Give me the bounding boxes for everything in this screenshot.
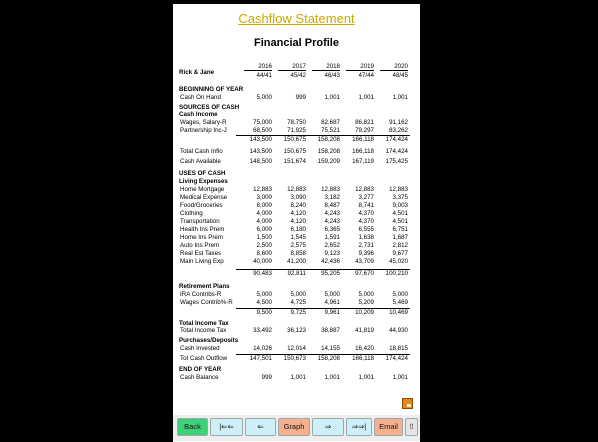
section-heading-row [173,170,420,178]
row-label: Food/Groceries [180,202,223,209]
cell-value: 6,751 [392,226,408,233]
cell-value: 174,424 [385,136,408,143]
cell-value: 6,365 [324,226,340,233]
cell-value: 6,180 [290,226,306,233]
cell-value: 166,118 [352,136,374,143]
subtotal-row [173,136,420,144]
cell-value: 5,000 [392,291,408,298]
cell-value: 4,961 [324,299,340,306]
cell-value: 5,000 [290,291,306,298]
cell-value: 1,638 [358,234,374,241]
row-label: END OF YEAR [179,366,222,373]
email-button[interactable]: Email [374,418,403,436]
row-label: Wages, Salary-R [180,119,227,126]
cell-value: 1,687 [392,234,408,241]
table-row [173,234,420,242]
cell-value: 4,120 [290,218,306,225]
cell-value: 9,123 [324,250,340,257]
cell-value: 3,182 [324,194,340,201]
subtotal-row [173,270,420,278]
cell-value: 1,001 [324,374,340,381]
row-label: Retirement Plans [179,283,230,290]
cell-value: 1,591 [324,234,340,241]
section-heading-row [173,366,420,374]
subtotal-rule [236,308,410,309]
row-label: Living Expenses [179,178,228,185]
cell-value: 167,119 [352,158,374,165]
cell-value: 175,425 [385,158,408,165]
row-label: Cash Balance [180,374,219,381]
cell-value: 4,243 [324,218,340,225]
cell-value: 71,925 [287,127,306,134]
cell-value: 43,709 [355,258,374,265]
row-label: Total Income Tax [179,320,229,327]
cell-value: 1,001 [290,374,306,381]
cell-value: 9,961 [324,309,340,316]
cell-value: 10,209 [355,309,374,316]
cell-value: 9,677 [392,250,408,257]
year-heading: 2018 [326,63,340,70]
cell-value: 3,375 [392,194,408,201]
cell-value: 4,725 [290,299,306,306]
cell-value: 78,750 [287,119,306,126]
row-label: Auto Ins Prem [180,242,220,249]
cell-value: 8,858 [290,250,306,257]
row-label: Home Ins Prem [180,234,223,241]
table-row [173,242,420,250]
section-heading-row [173,86,420,94]
first-page-button[interactable]: |⇐⇐ [210,418,243,436]
row-label: Cash Income [179,111,218,118]
table-row [173,210,420,218]
table-row [173,226,420,234]
cell-value: 4,501 [392,210,408,217]
age-heading: 44/41 [256,72,272,79]
cell-value: 12,883 [321,186,340,193]
cell-value: 41,819 [355,327,374,334]
subtotal-rule [236,135,410,136]
cell-value: 5,209 [358,299,374,306]
row-label: Real Est Taxes [180,250,222,257]
cell-value: 5,000 [358,291,374,298]
table-row [173,327,420,335]
cell-value: 14,026 [253,345,272,352]
report-heading: Financial Profile [254,37,339,49]
cell-value: 83,262 [389,127,408,134]
section-heading-row [173,337,420,345]
cell-value: 150,675 [283,148,306,155]
row-label: Cash Invested [180,345,220,352]
table-row [173,299,420,307]
cell-value: 9,500 [256,309,272,316]
cell-value: 4,501 [392,218,408,225]
next-button[interactable]: ⇒ [312,418,344,436]
row-label: Total Cash Inflo [180,148,223,155]
cell-value: 151,674 [283,158,306,165]
cell-value: 44,930 [389,327,408,334]
cell-value: 6,000 [256,226,272,233]
row-label: Wages Contrib%-R [180,299,233,306]
cell-value: 2,812 [392,242,408,249]
subtotal-row [173,309,420,317]
age-heading: 46/43 [324,72,340,79]
cell-value: 12,883 [253,186,272,193]
cell-value: 147,501 [249,355,272,362]
header-underline [346,70,374,71]
cell-value: 4,370 [358,218,374,225]
cell-value: 12,883 [287,186,306,193]
cell-value: 174,424 [385,355,408,362]
cell-value: 999 [295,94,306,101]
table-row [173,148,420,156]
cell-value: 2,731 [358,242,374,249]
screen [173,4,420,442]
row-label: Purchases/Deposits [179,337,239,344]
table-row [173,258,420,266]
row-label: IRA Contribs-R [180,291,222,298]
table-row [173,218,420,226]
cell-value: 75,521 [321,127,340,134]
row-label: Health Ins Prem [180,226,225,233]
row-label: Total Income Tax [180,327,227,334]
cell-value: 5,000 [256,94,272,101]
table-row [173,202,420,210]
orange-square-icon[interactable] [402,398,413,409]
age-heading: 48/45 [392,72,408,79]
cell-value: 33,492 [253,327,272,334]
table-row [173,355,420,363]
row-label: SOURCES OF CASH [179,104,240,111]
cell-value: 97,670 [355,270,374,277]
cell-value: 159,209 [317,158,340,165]
app-title[interactable]: Cashflow Statement [238,11,355,26]
cell-value: 90,483 [253,270,272,277]
row-label: Transportation [180,218,220,225]
cell-value: 8,240 [290,202,306,209]
year-heading: 2017 [292,63,306,70]
cell-value: 1,001 [358,94,374,101]
age-heading: 45/42 [290,72,306,79]
cell-value: 100,210 [385,270,408,277]
header-underline [278,70,306,71]
row-label: Partnership Inc-J [180,127,227,134]
subtotal-rule [236,269,410,270]
cell-value: 150,673 [283,355,306,362]
cell-value: 1,545 [290,234,306,241]
row-label: Tot Cash Outflow [180,355,228,362]
cell-value: 999 [261,374,272,381]
cell-value: 2,652 [324,242,340,249]
cell-value: 5,000 [256,291,272,298]
header-underline [380,70,408,71]
previous-button[interactable]: ⇐ [245,418,276,436]
table-row [173,194,420,202]
cell-value: 158,208 [317,136,340,143]
subtotal-rule [236,354,410,355]
cell-value: 143,500 [249,136,272,143]
table-row [173,127,420,135]
cell-value: 3,000 [256,194,272,201]
cell-value: 42,436 [321,258,340,265]
cell-value: 4,120 [290,210,306,217]
row-label: BEGINNING OF YEAR [179,86,244,93]
row-label: Home Mortgage [180,186,225,193]
cell-value: 1,001 [392,374,408,381]
cell-value: 158,208 [317,148,340,155]
table-row [173,250,420,258]
year-heading: 2020 [394,63,408,70]
cell-value: 4,243 [324,210,340,217]
cell-value: 158,208 [317,355,340,362]
cell-value: 5,000 [324,291,340,298]
bottom-toolbar [173,415,420,441]
back-button[interactable]: Back [177,418,208,436]
cell-value: 174,424 [385,148,408,155]
cell-value: 8,487 [324,202,340,209]
cell-value: 68,500 [253,127,272,134]
row-label: USES OF CASH [179,170,226,177]
cell-value: 92,811 [287,270,306,277]
table-row [173,374,420,382]
row-label: Main Living Exp [180,258,224,265]
cell-value: 36,123 [287,327,306,334]
cell-value: 166,118 [352,355,374,362]
cell-value: 75,000 [253,119,272,126]
cell-value: 6,555 [358,226,374,233]
cell-value: 1,001 [392,94,408,101]
cell-value: 4,000 [256,210,272,217]
cell-value: 166,118 [352,148,374,155]
row-label: Cash On Hand [180,94,221,101]
cell-value: 45,020 [389,258,408,265]
cell-value: 79,297 [355,127,374,134]
table-row [173,345,420,353]
section-heading-row [173,283,420,291]
cell-value: 1,500 [256,234,272,241]
header-underline [312,70,340,71]
cell-value: 2,500 [256,242,272,249]
cell-value: 8,741 [358,202,374,209]
cell-value: 82,687 [321,119,340,126]
cell-value: 1,001 [324,94,340,101]
cell-value: 9,396 [358,250,374,257]
row-label: Cash Available [180,158,221,165]
table-row [173,158,420,166]
cell-value: 41,200 [287,258,306,265]
cell-value: 2,575 [290,242,306,249]
cell-value: 143,500 [249,148,272,155]
up-arrow-icon[interactable]: ⇧ [405,418,418,436]
row-label: Clothing [180,210,203,217]
cell-value: 95,205 [321,270,340,277]
cell-value: 5,469 [392,299,408,306]
cell-value: 4,500 [256,299,272,306]
cell-value: 3,277 [358,194,374,201]
cell-value: 14,155 [321,345,340,352]
age-heading: 47/44 [358,72,374,79]
table-row [173,186,420,194]
cell-value: 12,014 [287,345,306,352]
table-row [173,291,420,299]
cell-value: 10,469 [389,309,408,316]
cell-value: 38,887 [321,327,340,334]
cell-value: 91,162 [389,119,408,126]
year-heading: 2019 [360,63,374,70]
table-row [173,94,420,102]
last-page-button[interactable]: ⇒⇒| [346,418,372,436]
cell-value: 8,600 [256,250,272,257]
section-heading-row [173,178,420,186]
cell-value: 8,000 [256,202,272,209]
cell-value: 86,821 [355,119,374,126]
cell-value: 40,000 [253,258,272,265]
cell-value: 1,001 [358,374,374,381]
cell-value: 12,883 [355,186,374,193]
year-heading: 2016 [258,63,272,70]
cell-value: 4,000 [256,218,272,225]
table-row [173,119,420,127]
cell-value: 9,003 [392,202,408,209]
cell-value: 3,090 [290,194,306,201]
row-label: Medical Expense [180,194,228,201]
cell-value: 16,420 [355,345,374,352]
cell-value: 12,883 [389,186,408,193]
cell-value: 9,725 [290,309,306,316]
cell-value: 18,815 [389,345,408,352]
client-names: Rick & Jane [179,69,215,76]
cell-value: 150,675 [283,136,306,143]
graph-button[interactable]: Graph [278,418,310,436]
cell-value: 148,500 [249,158,272,165]
header-underline [244,70,272,71]
cell-value: 4,370 [358,210,374,217]
section-heading-row [173,111,420,119]
